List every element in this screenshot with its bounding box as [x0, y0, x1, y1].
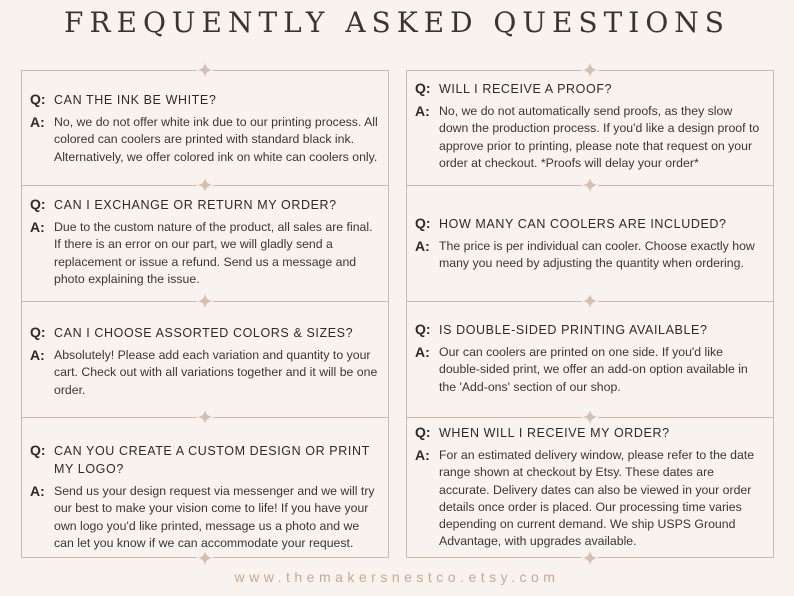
answer-marker: A:: [415, 238, 430, 254]
diamond-ornament-icon: [197, 293, 213, 309]
diamond-ornament-icon: [582, 62, 598, 78]
answer-text: No, we do not automatically send proofs, as they slow down the production process. If you'd like a design proof to approve prior to printing, please note that request on your order at checkout. *Proofs will delay your order*: [439, 104, 760, 170]
answer-row: [21, 114, 379, 166]
question-marker: Q:: [30, 442, 46, 458]
diamond-ornament-icon: [197, 62, 213, 78]
answer-row: [21, 483, 379, 552]
answer-marker: A:: [30, 347, 45, 363]
faq-item: [406, 215, 774, 273]
question-marker: Q:: [30, 196, 46, 212]
answer-row: [406, 103, 764, 172]
diamond-ornament-icon: [582, 550, 598, 566]
diamond-ornament-icon: [582, 293, 598, 309]
question-marker: Q:: [30, 324, 46, 340]
faq-item: [21, 91, 389, 166]
answer-row: [406, 344, 764, 396]
question-row: [406, 321, 764, 339]
faq-item: [21, 324, 389, 399]
question-text: IS DOUBLE-SIDED PRINTING AVAILABLE?: [439, 323, 708, 337]
question-marker: Q:: [30, 91, 46, 107]
answer-text: Send us your design request via messenger and we will try our best to make your vision come to life! If you have your own logo you'd like printed, message us a photo and we can let you know if we can accommodate your request.: [54, 484, 375, 550]
answer-row: [21, 347, 379, 399]
faq-item: [406, 424, 774, 551]
diamond-ornament-icon: [582, 409, 598, 425]
faq-item: [406, 80, 774, 172]
answer-text: Absolutely! Please add each variation and quantity to your cart. Check out with all variations together and it will be one order.: [54, 348, 378, 397]
question-row: [21, 324, 379, 342]
answer-text: The price is per individual can cooler. Choose exactly how many you need by adjusting the quantity when ordering.: [439, 239, 755, 271]
question-marker: Q:: [415, 424, 431, 440]
answer-row: [406, 447, 764, 551]
answer-marker: A:: [30, 483, 45, 499]
question-text: CAN I EXCHANGE OR RETURN MY ORDER?: [54, 198, 337, 212]
answer-marker: A:: [415, 103, 430, 119]
answer-marker: A:: [415, 344, 430, 360]
answer-row: [21, 219, 379, 288]
question-marker: Q:: [415, 321, 431, 337]
question-row: [406, 80, 764, 98]
question-text: CAN I CHOOSE ASSORTED COLORS & SIZES?: [54, 326, 354, 340]
answer-text: Our can coolers are printed on one side. If you'd like double-sided print, we offer an add-on option available in the 'Add-ons' section of our shop.: [439, 345, 748, 394]
question-text: HOW MANY CAN COOLERS ARE INCLUDED?: [439, 217, 727, 231]
answer-marker: A:: [30, 114, 45, 130]
faq-item: [406, 321, 774, 396]
question-marker: Q:: [415, 80, 431, 96]
diamond-ornament-icon: [197, 177, 213, 193]
faq-column-left: [21, 70, 389, 558]
answer-text: No, we do not offer white ink due to our printing process. All colored can coolers are printed with standard black ink. Alternatively, we offer colored ink on white can coolers only.: [54, 115, 378, 164]
question-text: WILL I RECEIVE A PROOF?: [439, 82, 613, 96]
faq-column-right: [406, 70, 774, 558]
answer-text: For an estimated delivery window, please refer to the date range shown at checkout by Etsy. These dates are accurate. Delivery dates can also be viewed in your order details once order is placed. Our processing time varies depending on current demand. We ship USPS Ground Advantage, with upgrades available.: [439, 448, 755, 549]
question-row: [21, 91, 379, 109]
question-marker: Q:: [415, 215, 431, 231]
answer-text: Due to the custom nature of the product, all sales are final. If there is an error on our part, we will gladly send a replacement or issue a refund. Send us a message and photo explaining the issue.: [54, 220, 373, 286]
diamond-ornament-icon: [197, 409, 213, 425]
answer-row: [406, 238, 764, 273]
question-row: [21, 442, 379, 478]
answer-marker: A:: [30, 219, 45, 235]
shop-url: www.themakersnestco.etsy.com: [234, 569, 560, 585]
question-text: CAN THE INK BE WHITE?: [54, 93, 217, 107]
diamond-ornament-icon: [197, 550, 213, 566]
faq-item: [21, 442, 389, 552]
question-row: [406, 215, 764, 233]
question-text: WHEN WILL I RECEIVE MY ORDER?: [439, 426, 670, 440]
question-row: [21, 196, 379, 214]
faq-item: [21, 196, 389, 288]
diamond-ornament-icon: [582, 177, 598, 193]
question-text: CAN YOU CREATE A CUSTOM DESIGN OR PRINT MY LOGO?: [54, 444, 370, 476]
question-row: [406, 424, 764, 442]
answer-marker: A:: [415, 447, 430, 463]
page-title: FREQUENTLY ASKED QUESTIONS: [64, 6, 730, 39]
